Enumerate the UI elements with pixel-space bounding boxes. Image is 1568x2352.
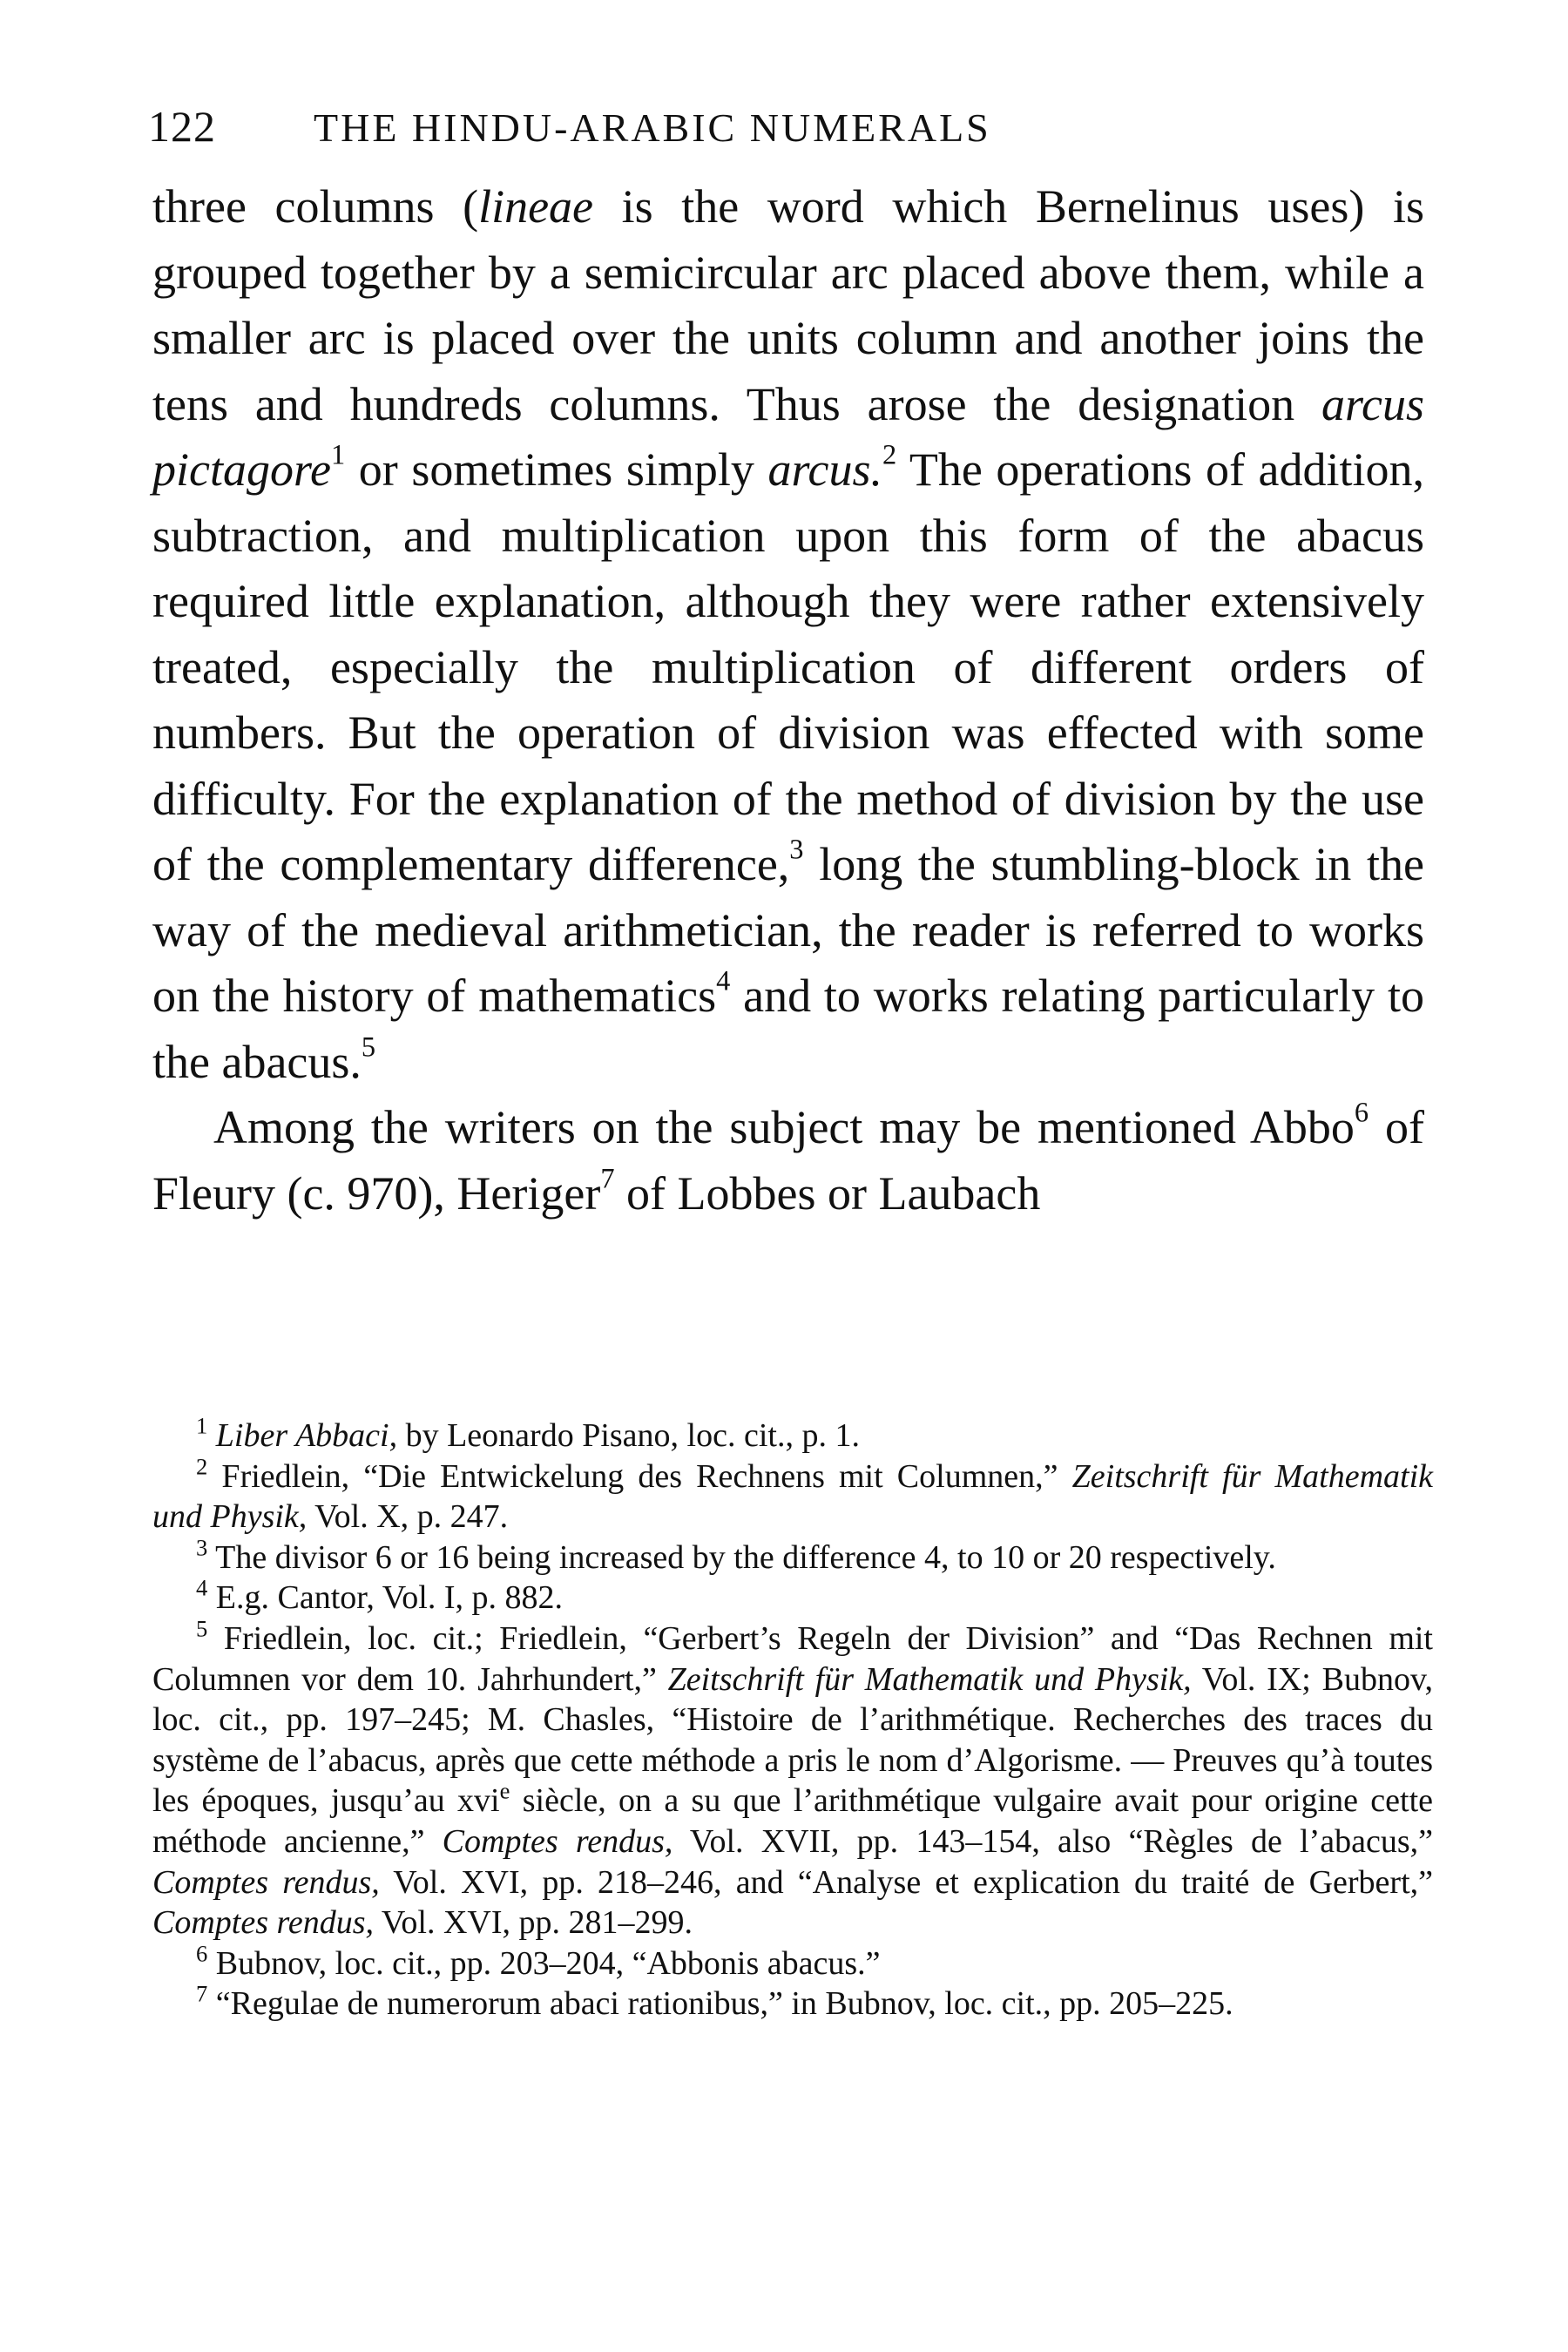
text-run: three columns (	[152, 180, 479, 233]
running-title: THE HINDU-ARABIC NUMERALS	[314, 105, 991, 150]
italic-term: arcus pictagore	[152, 377, 1424, 496]
text-run: Vol. XVII, pp. 143–154, also “Règles de l’abacus,”	[672, 1822, 1433, 1860]
text-run: of Lobbes or Laubach	[614, 1166, 1041, 1220]
text-run: Vol. XVI, pp. 218–246, and “Analyse et explication du traité de Gerbert,”	[379, 1863, 1433, 1901]
running-header	[148, 87, 1429, 166]
footnote-number: 3	[196, 1534, 208, 1561]
text-run: by Leonardo Pisano, loc. cit., p. 1.	[397, 1417, 860, 1454]
text-run: Among the writers on the subject may be mentioned Abbo	[213, 1101, 1355, 1153]
footnote-ref-2[interactable]: 2	[882, 439, 897, 471]
footnote-number: 4	[196, 1574, 208, 1601]
superscript-e: e	[499, 1777, 510, 1804]
text-run: or sometimes simply	[345, 443, 768, 496]
footnote-2	[152, 1452, 1433, 1538]
text-run: Friedlein, “Die Entwickelung des Rechnens mit Columnen,”	[207, 1457, 1072, 1495]
italic-title: Zeitschrift für Mathematik und Physik,	[152, 1457, 1433, 1536]
text-run: Friedlein, loc. cit.; Friedlein, “Gerbert’s Regeln der Division” and “Das Rechnen mit Columnen vor dem 10. Jahrhundert,”	[152, 1619, 1433, 1698]
footnote-ref-6[interactable]: 6	[1354, 1097, 1369, 1129]
text-run: Vol. XVI, pp. 281–299.	[374, 1904, 693, 1942]
text-run: siècle, on a su que l’arithmétique vulgaire avait pour origine cette méthode ancienne,”	[152, 1782, 1434, 1860]
paragraph-2	[152, 1095, 1424, 1227]
footnote-5	[152, 1615, 1434, 1943]
footnote-1	[152, 1412, 1433, 1456]
italic-term: lineae	[478, 180, 594, 233]
text-run: Vol. X, p. 247.	[307, 1498, 509, 1536]
footnote-7	[152, 1980, 1433, 2024]
footnotes	[152, 1412, 1434, 2024]
text-run: long the stumbling-block in the way of the medieval arithmetician, the reader is referred to works on the history of mathematics	[152, 838, 1424, 1022]
text-run: Bubnov, loc. cit., pp. 203–204, “Abbonis abacus.”	[207, 1944, 881, 1982]
text-run: of Fleury (c. 970), Heriger	[152, 1101, 1424, 1220]
footnote-number: 5	[196, 1615, 208, 1642]
page-number: 122	[148, 102, 216, 151]
italic-title: Zeitschrift für Mathematik und Physik,	[667, 1660, 1192, 1698]
text-run: The divisor 6 or 16 being increased by the difference 4, to 10 or 20 respectively.	[207, 1538, 1276, 1576]
italic-title: Comptes rendus,	[152, 1863, 380, 1901]
main-text	[152, 174, 1424, 1227]
footnote-number: 6	[196, 1940, 208, 1967]
footnote-ref-4[interactable]: 4	[716, 965, 731, 997]
italic-title: Comptes rendus,	[442, 1822, 673, 1860]
footnote-ref-1[interactable]: 1	[330, 439, 346, 471]
italic-title: Liber Abbaci,	[215, 1417, 398, 1454]
footnote-number: 7	[196, 1980, 208, 2007]
footnote-number: 1	[196, 1412, 208, 1439]
italic-term: arcus.	[767, 443, 883, 496]
italic-title: Comptes rendus,	[152, 1904, 375, 1942]
text-run: and to works relating particularly to the abacus.	[152, 970, 1424, 1088]
footnote-ref-3[interactable]: 3	[789, 834, 804, 866]
text-run: E.g. Cantor, Vol. I, p. 882.	[207, 1579, 563, 1617]
footnote-ref-7[interactable]: 7	[600, 1163, 615, 1195]
text-run: The operations of addition, subtraction, and multiplication upon this form of the abacus required little explanation, although they were rather extensively treated, especially the multiplication of different orders of numbers. But the operation of division was effected with some difficulty. For the explanation of the method of division by the use of the complementary difference,	[152, 443, 1424, 890]
text-run: “Regulae de numerorum abaci rationibus,” in Bubnov, loc. cit., pp. 205–225.	[207, 1985, 1233, 2023]
text-run: is the word which Bernelinus uses) is grouped together by a semicircular arc placed above them, while a smaller arc is placed over the units column and another joins the tens and hundreds columns. Thus arose the designation	[152, 180, 1424, 430]
text-run: Vol. IX; Bubnov, loc. cit., pp. 197–245; M. Chasles, “Histoire de l’arithmétique. Recherches des traces du système de l’abacus, après que cette méthode a pris le nom d’Algorisme. — Preuves qu’à toutes les époques, jusqu’au xvi	[152, 1660, 1433, 1820]
footnote-6	[152, 1940, 1433, 1984]
footnote-4	[152, 1574, 1433, 1619]
paragraph-1	[152, 174, 1424, 1095]
footnote-ref-5[interactable]: 5	[361, 1031, 376, 1064]
footnote-number: 2	[196, 1452, 208, 1479]
footnote-3	[152, 1534, 1433, 1578]
